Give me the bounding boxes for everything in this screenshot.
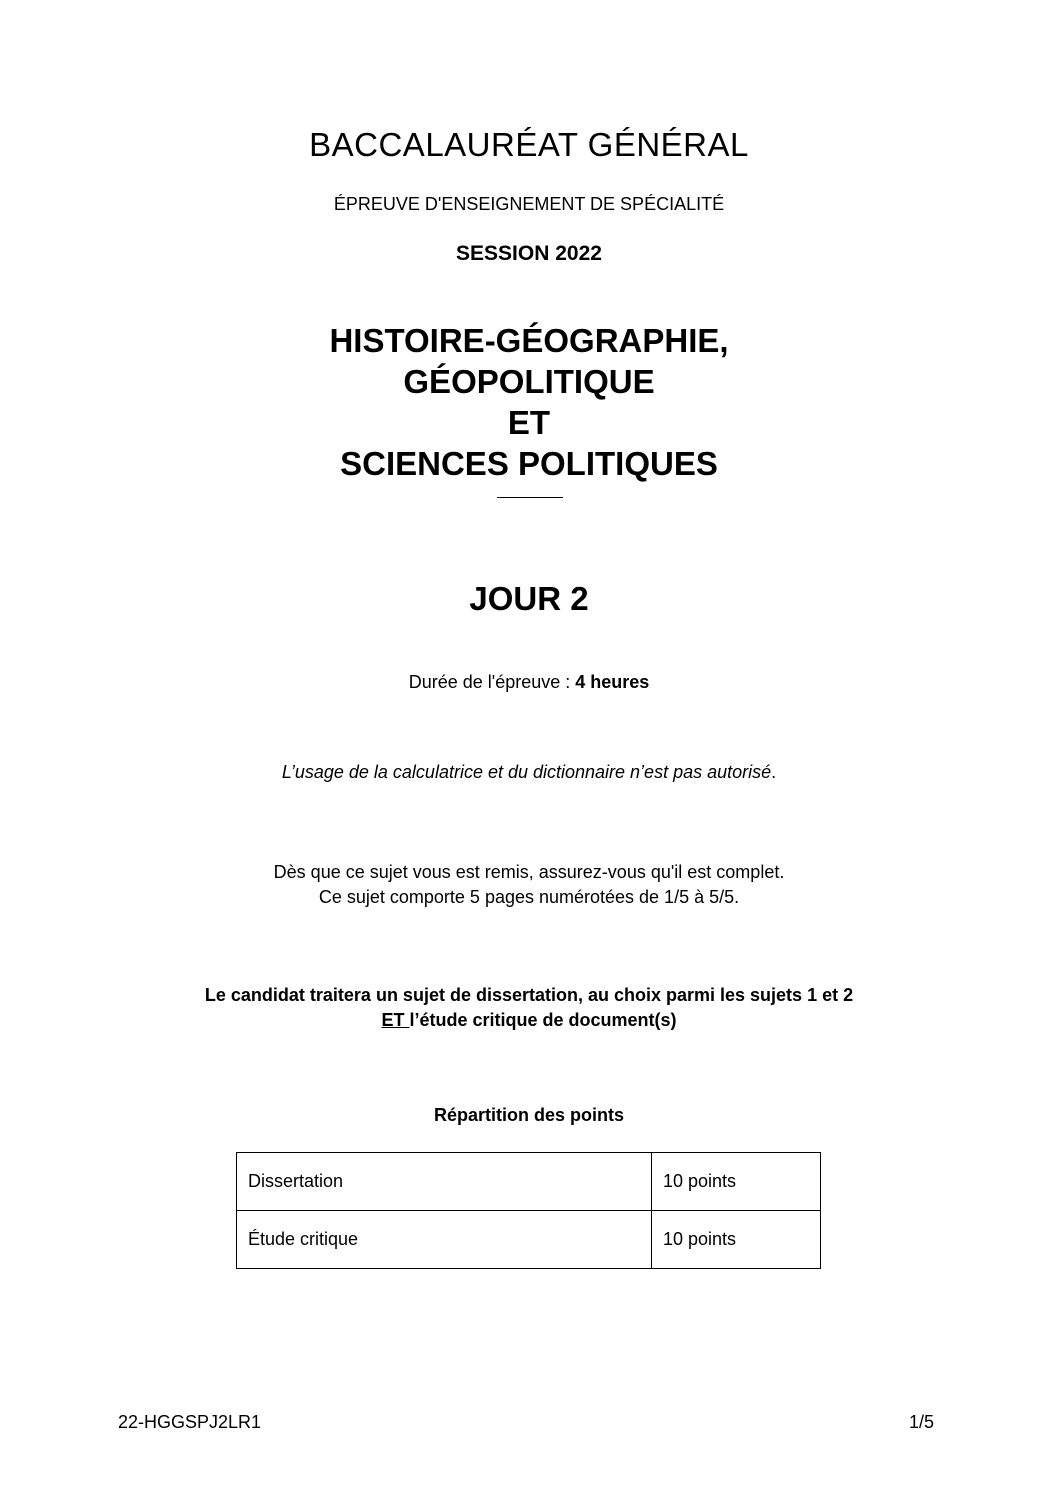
subject-title bbox=[0, 320, 1058, 484]
instruction-line bbox=[0, 1008, 1058, 1033]
subject-line: HISTOIRE-GÉOGRAPHIE, bbox=[329, 322, 729, 359]
table-row bbox=[237, 1153, 821, 1211]
points-title: Répartition des points bbox=[433, 1105, 624, 1125]
instruction-underlined: ET bbox=[381, 1010, 410, 1030]
exam-title: BACCALAURÉAT GÉNÉRAL bbox=[309, 126, 749, 163]
duration-label: Durée de l'épreuve : bbox=[408, 672, 576, 692]
subject-line: SCIENCES POLITIQUES bbox=[340, 445, 718, 482]
table-cell-label: Étude critique bbox=[237, 1211, 652, 1269]
exam-subtitle: ÉPREUVE D'ENSEIGNEMENT DE SPÉCIALITÉ bbox=[333, 194, 725, 214]
notice-period: . bbox=[771, 762, 777, 782]
points-table bbox=[236, 1152, 821, 1269]
table-cell-value: 10 points bbox=[652, 1211, 821, 1269]
table-cell-value: 10 points bbox=[652, 1153, 821, 1211]
notice-text: L’usage de la calculatrice et du dictionnaire n’est pas autorisé bbox=[281, 762, 772, 782]
instruction-rest: l’étude critique de document(s) bbox=[409, 1010, 677, 1030]
document-code: 22-HGGSPJ2LR1 bbox=[118, 1412, 262, 1432]
completeness-notice bbox=[0, 860, 1058, 910]
check-line: Ce sujet comporte 5 pages numérotées de 1/5 à 5/5. bbox=[318, 887, 740, 907]
candidate-instructions bbox=[0, 983, 1058, 1033]
table-cell-label: Dissertation bbox=[237, 1153, 652, 1211]
subject-line: ET bbox=[507, 404, 551, 441]
title-divider bbox=[497, 497, 563, 498]
instruction-line: Le candidat traitera un sujet de dissertation, au choix parmi les sujets 1 et 2 bbox=[204, 985, 854, 1005]
day-label: JOUR 2 bbox=[469, 580, 589, 617]
duration-value: 4 heures bbox=[575, 672, 650, 692]
check-line: Dès que ce sujet vous est remis, assurez-vous qu'il est complet. bbox=[273, 862, 785, 882]
session-label: SESSION 2022 bbox=[456, 242, 602, 265]
page-number: 1/5 bbox=[908, 1412, 934, 1432]
exam-duration bbox=[0, 672, 1058, 693]
subject-line: GÉOPOLITIQUE bbox=[403, 363, 655, 400]
calculator-notice bbox=[0, 762, 1058, 783]
table-row bbox=[237, 1211, 821, 1269]
